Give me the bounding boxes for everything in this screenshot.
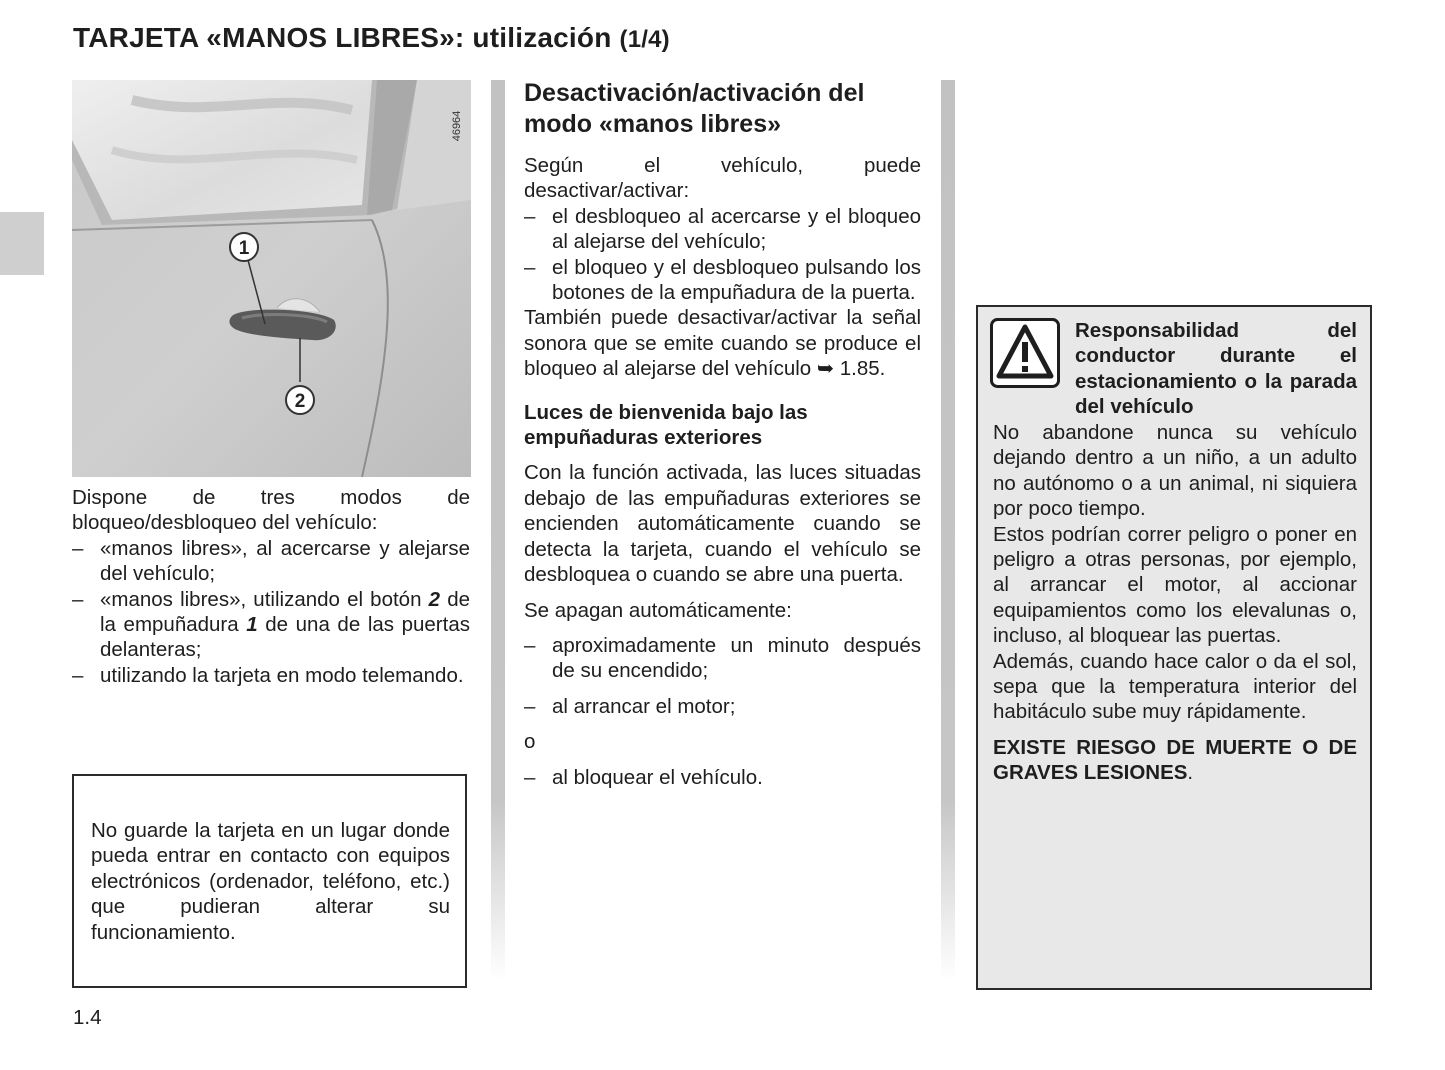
column-divider-left (491, 80, 505, 980)
warning-triangle-icon (990, 318, 1060, 388)
note-text: No guarde la tarjeta en un lugar donde pueda entrar en contacto con equipos electrónicos (ordenador, teléfono, etc.) que pudieran alterar su funcionamiento. (91, 819, 450, 944)
mid-or: o (524, 730, 536, 754)
mid-bullet-1: – el desbloqueo al acercarse y el bloqueo al alejarse del vehículo; (524, 204, 921, 255)
mid-bullet-2: – el bloqueo y el desbloqueo pulsando los botones de la empuñadura de la puerta. (524, 255, 921, 306)
warning-p3: Además, cuando hace calor o da el sol, sepa que la temperatura interior del habitáculo sube muy rápidamente. (993, 649, 1357, 724)
left-item-2: – «manos libres», utilizando el botón 2 de la empuñadura 1 de una de las puertas delanteras; (72, 587, 470, 663)
ref-button-2: 2 (428, 587, 441, 611)
warning-p1: No abandone nunca su vehículo dejando dentro a un niño, a un adulto no autónomo o a un animal, ni siquiera por poco tiempo. (993, 421, 1357, 521)
left-item-3: – utilizando la tarjeta en modo telemando. (72, 663, 470, 688)
warning-p4: EXISTE RIESGO DE MUERTE O DE GRAVES LESIONES. (993, 735, 1357, 785)
warning-p2: Estos podrían correr peligro o poner en peligro a otras personas, por ejemplo, al arrancar el motor, al accionar equipamientos como los elevalunas o, incluso, al bloquear las puertas. (993, 522, 1357, 648)
mid-cond-1: – aproximadamente un minuto después de su encendido; (524, 633, 921, 684)
page-title (73, 22, 670, 54)
door-illustration-svg (72, 80, 471, 477)
ref-handle-1: 1 (246, 613, 258, 637)
mid-cond-2: – al arrancar el motor; (524, 694, 921, 719)
title-part: (1/4) (619, 26, 670, 53)
callout-2: 2 (294, 391, 306, 412)
door-handle-illustration (72, 80, 471, 477)
middle-column (524, 78, 921, 790)
mid-cond-3: – al bloquear el vehículo. (524, 765, 921, 790)
left-item-1: – «manos libres», al acercarse y alejarse del vehículo; (72, 536, 470, 587)
left-intro: Dispone de tres modos de bloqueo/desbloqueo del vehículo: (72, 486, 470, 535)
figure-code: 46964 (451, 110, 463, 142)
column-divider-right (941, 80, 955, 980)
section-tab (0, 212, 44, 275)
section-heading: Desactivación/activación del modo «manos libres» (524, 79, 865, 138)
mid-p3: Con la función activada, las luces situadas debajo de las empuñaduras exteriores se encienden automáticamente cuando se detecta la tarjeta, cuando el vehículo se desbloquea o cuando se abre una puerta. (524, 461, 921, 587)
note-box (72, 774, 467, 988)
title-text: TARJETA «MANOS LIBRES»: utilización (73, 22, 612, 53)
left-column (72, 485, 470, 688)
sub-heading: Luces de bienvenida bajo las empuñaduras exteriores (524, 400, 808, 450)
warning-body (993, 420, 1357, 786)
mid-p1: Según el vehículo, puede desactivar/activar: (524, 154, 921, 203)
page-number: 1.4 (73, 1006, 102, 1029)
callout-1: 1 (238, 238, 250, 259)
warning-title: Responsabilidad del conductor durante el estacionamiento o la parada del vehículo (1075, 319, 1357, 419)
mid-p2: También puede desactivar/activar la señal sonora que se emite cuando se produce el bloqueo al alejarse del vehículo ➥ 1.85. (524, 306, 921, 381)
mid-p4: Se apagan automáticamente: (524, 598, 792, 622)
